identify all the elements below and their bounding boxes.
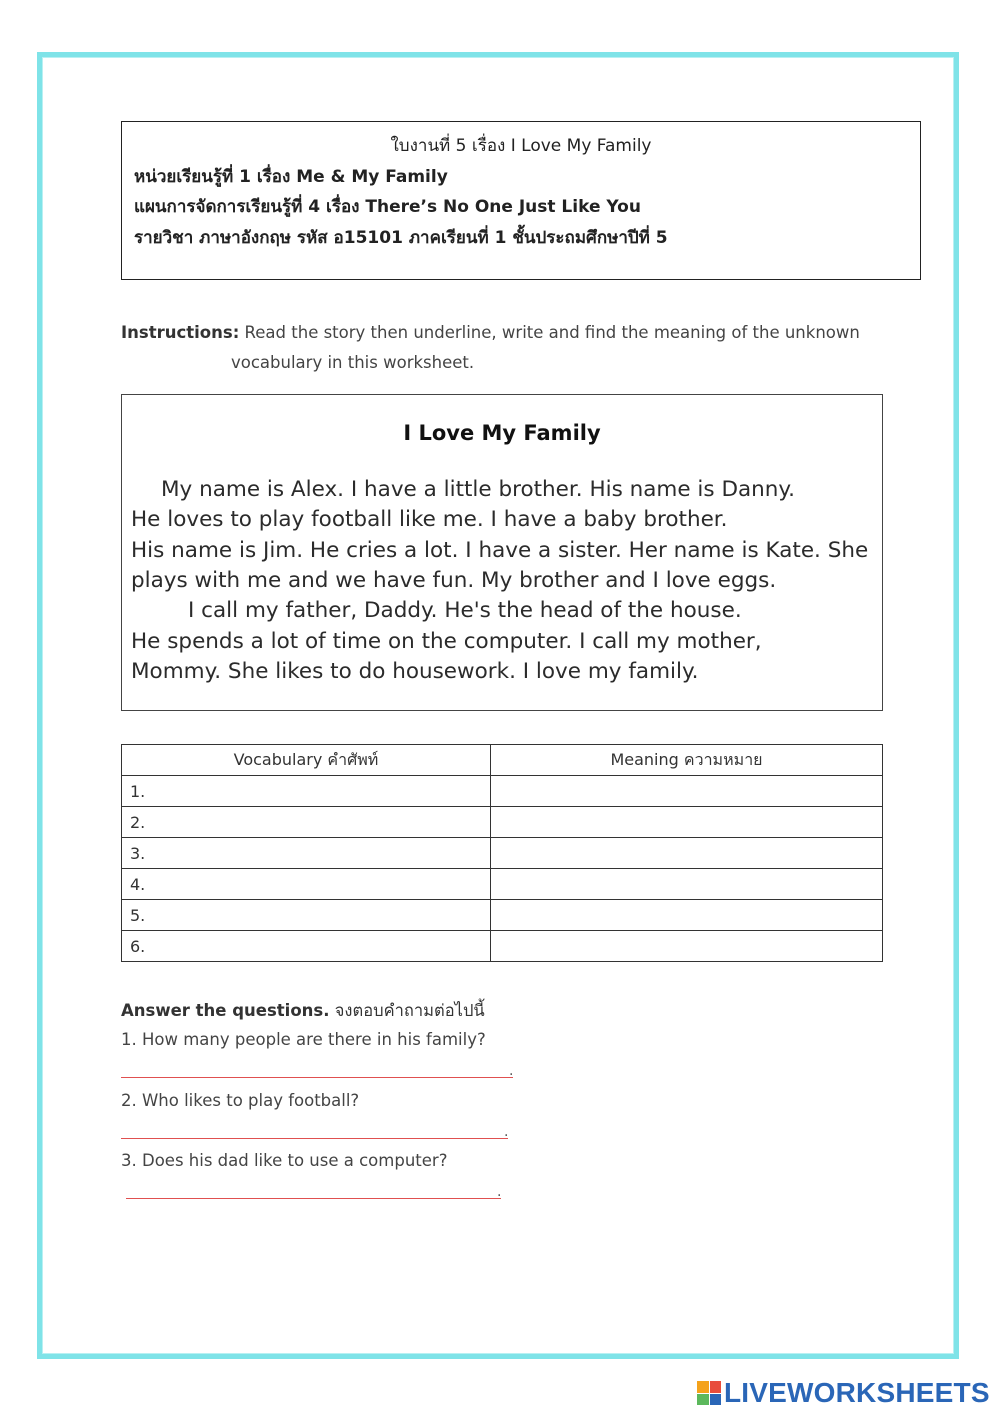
vocabulary-cell[interactable]: 3. <box>122 838 491 869</box>
logo-square <box>697 1381 709 1393</box>
instructions <box>121 318 881 378</box>
story-box <box>121 394 883 711</box>
question-3: 3. Does his dad like to use a computer? <box>121 1151 448 1170</box>
table-header-row <box>122 745 883 776</box>
worksheet-header <box>121 121 921 280</box>
logo-square <box>697 1394 709 1406</box>
question-2: 2. Who likes to play football? <box>121 1091 360 1110</box>
vocabulary-cell[interactable]: 2. <box>122 807 491 838</box>
liveworksheets-brand[interactable] <box>697 1378 990 1408</box>
logo-square <box>710 1381 722 1393</box>
story-line: Mommy. She likes to do housework. I love my family. <box>131 659 699 684</box>
story-line: I call my father, Daddy. He's the head of the house. <box>188 598 742 623</box>
questions-heading-en: Answer the questions. <box>121 1001 330 1020</box>
vocabulary-table <box>121 744 883 962</box>
plan-line: แผนการจัดการเรียนรู้ที่ 4 เรื่อง There’s No One Just Like You <box>134 197 641 217</box>
vocabulary-cell[interactable]: 6. <box>122 931 491 962</box>
meaning-cell[interactable] <box>491 776 883 807</box>
answer-end-3: . <box>497 1184 502 1200</box>
table-row <box>122 838 883 869</box>
answer-line-3[interactable] <box>126 1198 501 1199</box>
table-row <box>122 869 883 900</box>
instructions-text: Read the story then underline, write and find the meaning of the unknown <box>239 323 860 342</box>
answer-end-2: . <box>504 1124 509 1140</box>
instructions-label: Instructions: <box>121 323 240 342</box>
meaning-cell[interactable] <box>491 838 883 869</box>
subject-line: รายวิชา ภาษาอังกฤษ รหัส อ15101 ภาคเรียนที่ 1 ชั้นประถมศึกษาปีที่ 5 <box>134 228 668 248</box>
vocabulary-cell[interactable]: 5. <box>122 900 491 931</box>
meaning-cell[interactable] <box>491 900 883 931</box>
answer-line-2[interactable] <box>121 1138 508 1139</box>
meaning-cell[interactable] <box>491 869 883 900</box>
meaning-header: Meaning ความหมาย <box>491 745 883 776</box>
vocabulary-cell[interactable]: 4. <box>122 869 491 900</box>
story-line: He loves to play football like me. I have a baby brother. <box>131 507 728 532</box>
table-row <box>122 931 883 962</box>
worksheet-title: ใบงานที่ 5 เรื่อง I Love My Family <box>390 136 652 156</box>
story-line: He spends a lot of time on the computer. I call my mother, <box>131 629 762 654</box>
story-line: His name is Jim. He cries a lot. I have a sister. Her name is Kate. She <box>131 538 869 563</box>
table-row <box>122 900 883 931</box>
questions-heading <box>121 998 485 1024</box>
table-row <box>122 776 883 807</box>
meaning-cell[interactable] <box>491 931 883 962</box>
table-row <box>122 807 883 838</box>
questions-heading-th: จงตอบคำถามต่อไปนี้ <box>329 1001 485 1020</box>
answer-line-1[interactable] <box>121 1077 513 1078</box>
liveworksheets-logo-icon <box>697 1381 721 1405</box>
story-line: My name is Alex. I have a little brother. His name is Danny. <box>161 477 795 502</box>
brand-name: LIVEWORKSHEETS <box>724 1377 990 1408</box>
story-line: plays with me and we have fun. My brother and I love eggs. <box>131 568 777 593</box>
vocabulary-cell[interactable]: 1. <box>122 776 491 807</box>
logo-square <box>710 1394 722 1406</box>
story-title: I Love My Family <box>403 421 601 445</box>
answer-end-1: . <box>509 1063 514 1079</box>
instructions-text-cont: vocabulary in this worksheet. <box>231 353 475 372</box>
vocabulary-header: Vocabulary คำศัพท์ <box>122 745 491 776</box>
unit-line: หน่วยเรียนรู้ที่ 1 เรื่อง Me & My Family <box>134 167 448 187</box>
meaning-cell[interactable] <box>491 807 883 838</box>
question-1: 1. How many people are there in his family? <box>121 1030 486 1049</box>
